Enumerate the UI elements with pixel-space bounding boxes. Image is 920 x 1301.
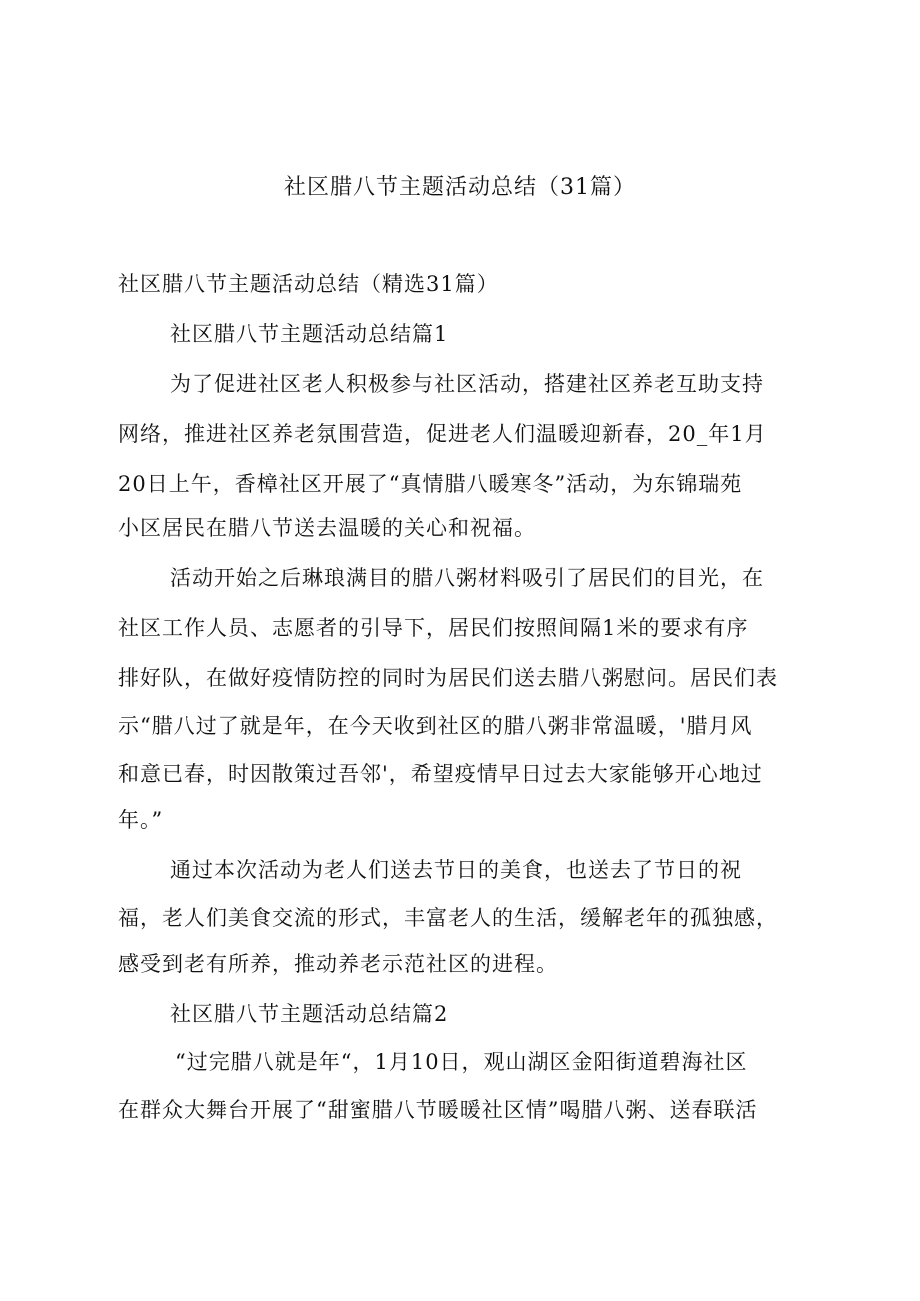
- document-title: 社区腊八节主题活动总结（31篇）: [284, 175, 636, 200]
- document-subtitle: 社区腊八节主题活动总结（精选31篇）: [118, 272, 499, 296]
- paragraph-line: 为了促进社区老人积极参与社区活动，搭建社区养老互助支持: [170, 372, 764, 396]
- paragraph-line: 示“腊八过了就是年，在今天收到社区的腊八粥非常温暖，'腊月风: [118, 714, 753, 738]
- paragraph-line: 和意已春，时因散策过吾邻'，希望疫情早日过去大家能够开心地过: [118, 762, 763, 786]
- paragraph-line: 活动开始之后琳琅满目的腊八粥材料吸引了居民们的目光，在: [170, 566, 764, 590]
- paragraph-line: 网络，推进社区养老氛围营造，促进老人们温暖迎新春，20_年1月: [118, 422, 767, 446]
- paragraph-line: 福，老人们美食交流的形式，丰富老人的生活，缓解老年的孤独感，: [118, 906, 778, 930]
- paragraph-line: 小区居民在腊八节送去温暖的关心和祝福。: [118, 516, 536, 540]
- paragraph-line: “过完腊八就是年“，1月10日，观山湖区金阳街道碧海社区: [175, 1050, 748, 1074]
- paragraph-line: 社区工作人员、志愿者的引导下，居民们按照间隔1米的要求有序: [118, 616, 749, 640]
- paragraph-line: 在群众大舞台开展了“甜蜜腊八节暖暖社区情”喝腊八粥、送春联活: [118, 1098, 758, 1122]
- paragraph-line: 排好队，在做好疫情防控的同时为居民们送去腊八粥慰问。居民们表: [118, 666, 778, 690]
- paragraph-line: 年。”: [118, 808, 164, 832]
- section1-heading: 社区腊八节主题活动总结篇1: [170, 322, 449, 346]
- section2-heading: 社区腊八节主题活动总结篇2: [170, 1002, 449, 1026]
- paragraph-line: 20日上午，香樟社区开展了“真情腊八暖寒冬”活动，为东锦瑞苑: [118, 472, 743, 496]
- paragraph-line: 感受到老有所养，推动养老示范社区的进程。: [118, 952, 558, 976]
- paragraph-line: 通过本次活动为老人们送去节日的美食，也送去了节日的祝: [170, 858, 742, 882]
